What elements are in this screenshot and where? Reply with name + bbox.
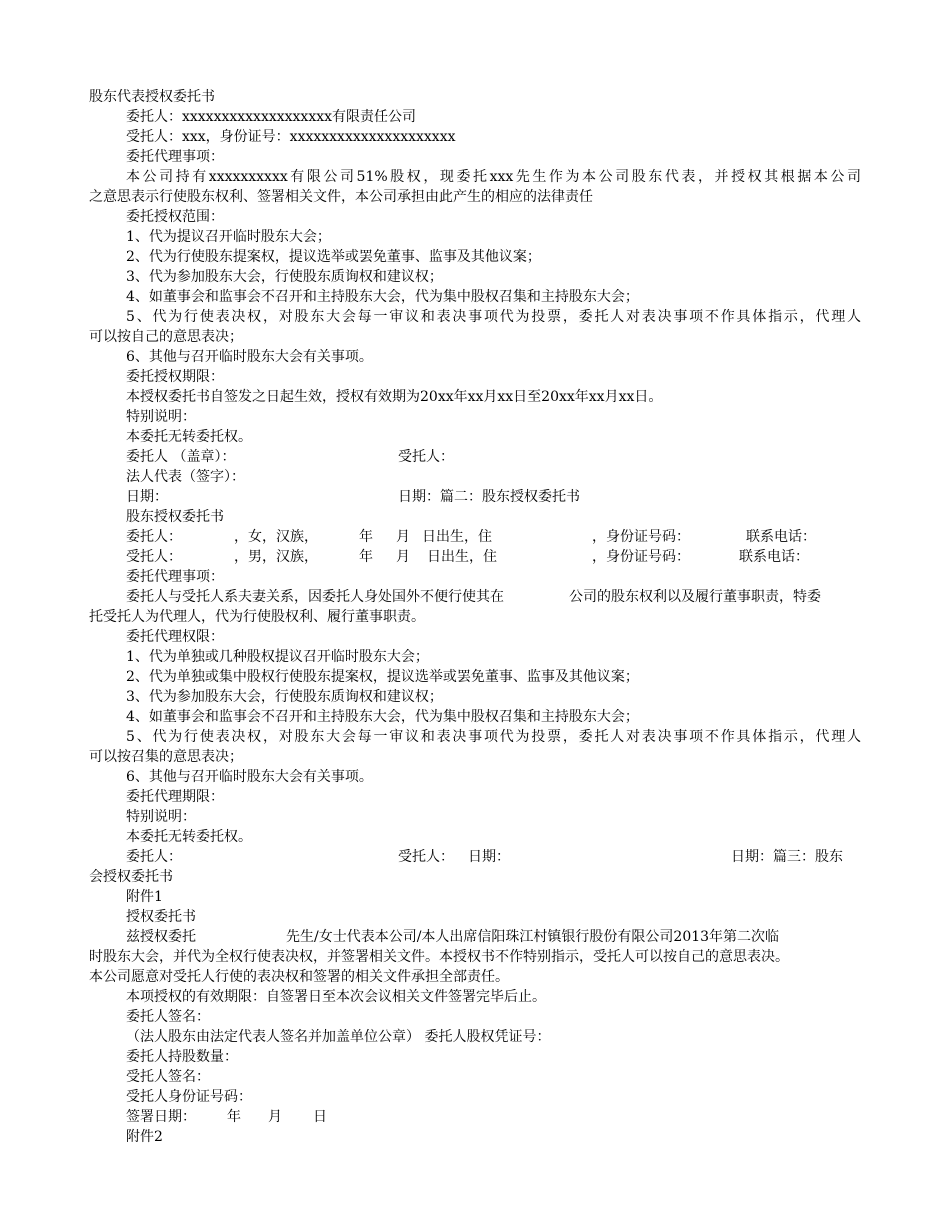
- scope-item-5-line1: 5、代为行使表决权，对股东大会每一审议和表决事项代为投票，委托人对表决事项不作具体指示，代理人: [126, 309, 861, 325]
- doc3-sign-date-year: 年: [227, 1109, 241, 1125]
- signature-row-2: [89, 487, 861, 507]
- doc2-signature-row: [89, 847, 861, 867]
- doc2-trustee-phone: 联系电话：: [739, 549, 809, 565]
- doc3-body-line1: [89, 927, 861, 947]
- doc3-sign-date-row: [89, 1107, 861, 1127]
- doc2-entrustor-year: 年: [359, 529, 373, 545]
- doc2-scope-item-3: 3、代为参加股东大会，行使股东质询权和建议权；: [126, 689, 443, 705]
- doc2-title: 股东授权委托书: [126, 509, 224, 525]
- signature-row-1: [89, 447, 861, 467]
- doc2-trustee-born: 日出生，住: [427, 549, 497, 565]
- doc2-matters-line2: 托受托人为代理人，代为行使股权利、履行董事职责。: [89, 609, 425, 625]
- doc3-shares: 委托人持股数量：: [126, 1049, 238, 1065]
- term-text: 本授权委托书自签发之日起生效，授权有效期为20xx年xx月xx日至20xx年xx月xx日。: [126, 389, 663, 405]
- doc2-entrustor-born: 日出生，住: [422, 529, 492, 545]
- scope-item-5-line2: 可以按自己的意思表决；: [89, 329, 243, 345]
- sig-legal-rep-label: 法人代表（签字）：: [126, 469, 245, 485]
- doc2-scope-item-6: 6、其他与召开临时股东大会有关事项。: [126, 769, 373, 785]
- scope-item-4: 4、如董事会和监事会不召开和主持股东大会，代为集中股权召集和主持股东大会；: [126, 289, 639, 305]
- doc2-sig-entrustor: 委托人：: [126, 849, 182, 865]
- doc2-scope-item-5-line2: 可以按召集的意思表决；: [89, 749, 243, 765]
- doc2-matters-line1-b: 公司的股东权利以及履行董事职责，特委: [569, 589, 821, 605]
- doc3-body-line1-a: 兹授权委托: [126, 929, 196, 945]
- doc3-sign-date-day: 日: [313, 1109, 327, 1125]
- doc2-trustee-month: 月: [396, 549, 410, 565]
- doc2-special-text: 本委托无转委托权。: [126, 829, 252, 845]
- sig-date2-label: 日期：篇二：股东授权委托书: [398, 489, 580, 505]
- doc2-sig-date2: 日期：篇三：股东: [731, 849, 843, 865]
- doc2-matters-line1-a: 委托人与受托人系夫妻关系，因委托人身处国外不便行使其在: [126, 589, 504, 605]
- annex-2-label: 附件2: [126, 1129, 163, 1145]
- doc2-term-heading: 委托代理期限：: [126, 789, 224, 805]
- doc3-trustee-id: 受托人身份证号码：: [126, 1089, 252, 1105]
- special-heading: 特别说明：: [126, 409, 196, 425]
- scope-item-1: 1、代为提议召开临时股东大会；: [126, 229, 331, 245]
- doc2-entrustor-phone: 联系电话：: [746, 529, 816, 545]
- doc2-entrustor-gender: ，女，汉族，: [234, 529, 318, 545]
- doc2-scope-item-4: 4、如董事会和监事会不召开和主持股东大会，代为集中股权召集和主持股东大会；: [126, 709, 639, 725]
- doc2-sig-continuation: 会授权委托书: [89, 869, 173, 885]
- doc-title: 股东代表授权委托书: [89, 89, 215, 105]
- doc3-body-line3: 本公司愿意对受托人行使的表决权和签署的相关文件承担全部责任。: [89, 969, 509, 985]
- doc2-trustee-id: ，身份证号码：: [592, 549, 690, 565]
- doc3-sign-entrustor: 委托人签名：: [126, 1009, 210, 1025]
- scope-item-2: 2、代为行使股东提案权，提议选举或罢免董事、监事及其他议案；: [126, 249, 541, 265]
- matters-text-line1: 本公司持有xxxxxxxxxx有限公司51%股权，现委托xxx先生作为本公司股东代表，并授权其根据本公司: [126, 169, 861, 185]
- doc2-entrustor-id: ，身份证号码：: [592, 529, 690, 545]
- doc2-matters-heading: 委托代理事项：: [126, 569, 224, 585]
- trustee-line: 受托人：xxx，身份证号：xxxxxxxxxxxxxxxxxxxxx: [126, 129, 456, 145]
- doc3-sign-trustee: 受托人签名：: [126, 1069, 210, 1085]
- sig-trustee-label: 受托人：: [398, 449, 454, 465]
- doc2-scope-item-2: 2、代为单独或集中股权行使股东提案权，提议选举或罢免董事、监事及其他议案；: [126, 669, 639, 685]
- doc2-scope-item-1: 1、代为单独或几种股权提议召开临时股东大会；: [126, 649, 429, 665]
- doc2-entrustor-row: [89, 527, 861, 547]
- doc3-body-line2: 时股东大会，并代为全权行使表决权，并签署相关文件。本授权书不作特别指示，受托人可以按自己的意思表决。: [89, 949, 789, 965]
- doc2-scope-heading: 委托代理权限：: [126, 629, 224, 645]
- scope-item-3: 3、代为参加股东大会，行使股东质询权和建议权；: [126, 269, 443, 285]
- doc2-sig-date1: 日期：: [468, 849, 510, 865]
- doc2-sig-trustee: 受托人：: [398, 849, 454, 865]
- sig-entrustor-label: 委托人 （盖章）：: [126, 449, 236, 465]
- doc2-trustee-label: 受托人：: [126, 549, 182, 565]
- doc2-entrustor-label: 委托人：: [126, 529, 182, 545]
- doc2-trustee-gender: ，男，汉族，: [234, 549, 318, 565]
- doc3-sign-note: （法人股东由法定代表人签名并加盖单位公章） 委托人股权凭证号：: [126, 1029, 551, 1045]
- doc2-trustee-row: [89, 547, 861, 567]
- matters-text-line2: 之意思表示行使股东权利、签署相关文件，本公司承担由此产生的相应的法律责任: [89, 189, 593, 205]
- sig-date-label: 日期：: [126, 489, 168, 505]
- special-text: 本委托无转委托权。: [126, 429, 252, 445]
- term-heading: 委托授权期限：: [126, 369, 224, 385]
- matters-heading: 委托代理事项：: [126, 149, 224, 165]
- doc3-validity: 本项授权的有效期限：自签署日至本次会议相关文件签署完毕后止。: [126, 989, 546, 1005]
- doc3-sign-date-label: 签署日期：: [126, 1109, 196, 1125]
- doc3-body-line1-b: 先生/女士代表本公司/本人出席信阳珠江村镇银行股份有限公司2013年第二次临: [286, 929, 780, 945]
- doc2-matters-line1: [89, 587, 861, 607]
- scope-item-6: 6、其他与召开临时股东大会有关事项。: [126, 349, 373, 365]
- entrustor-line: 委托人：xxxxxxxxxxxxxxxxxxx有限责任公司: [126, 109, 417, 125]
- annex-1-label: 附件1: [126, 889, 163, 905]
- doc2-scope-item-5-line1: 5、代为行使表决权，对股东大会每一审议和表决事项代为投票，委托人对表决事项不作具体指示，代理人: [126, 729, 861, 745]
- scope-heading: 委托授权范围：: [126, 209, 224, 225]
- doc2-entrustor-month: 月: [396, 529, 410, 545]
- doc3-sign-date-month: 月: [268, 1109, 282, 1125]
- doc3-title: 授权委托书: [126, 909, 196, 925]
- doc2-trustee-year: 年: [359, 549, 373, 565]
- doc2-special-heading: 特别说明：: [126, 809, 196, 825]
- document-body: [89, 87, 861, 1147]
